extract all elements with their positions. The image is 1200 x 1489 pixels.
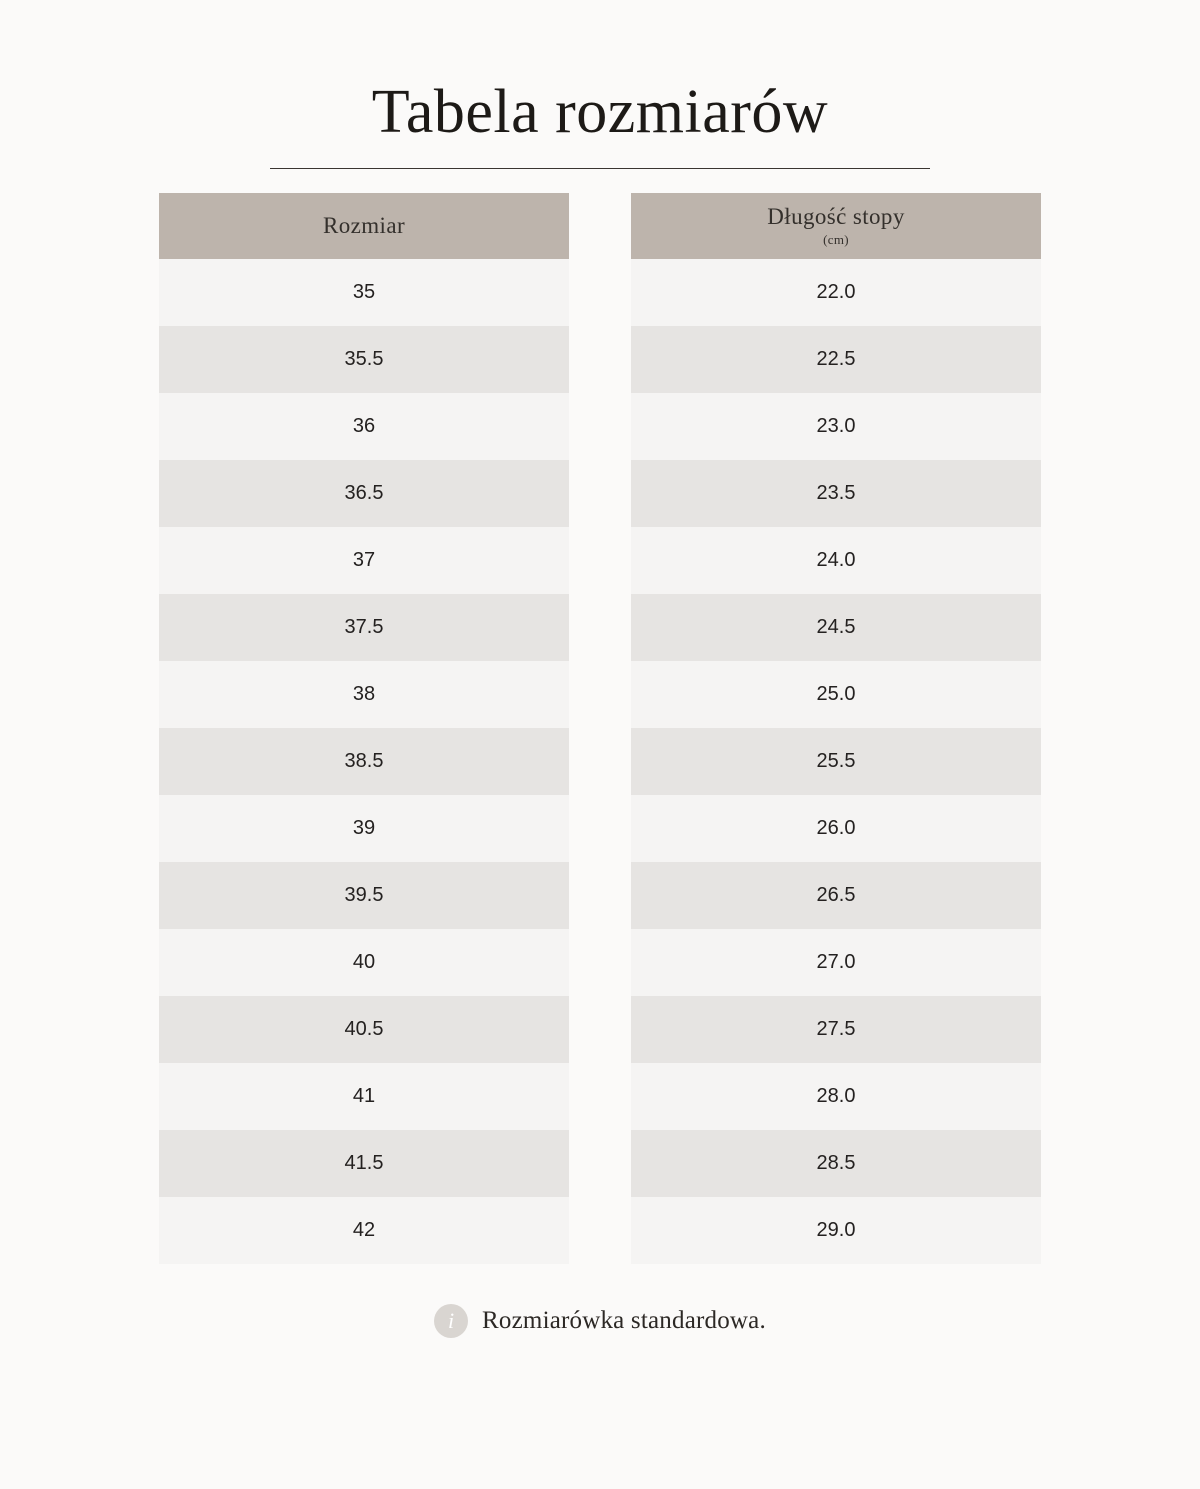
table-cell-size: 39 [159,795,569,862]
table-cell-length: 28.5 [631,1130,1041,1197]
table-cell-size: 36 [159,393,569,460]
table-cell-size: 37 [159,527,569,594]
length-column [631,193,1041,1264]
table-cell-length: 27.5 [631,996,1041,1063]
table-cell-size: 38.5 [159,728,569,795]
table-cell-size: 41 [159,1063,569,1130]
column-header-length-unit: (cm) [823,231,849,247]
table-cell-size: 39.5 [159,862,569,929]
table-cell-length: 26.0 [631,795,1041,862]
table-cell-size: 35 [159,259,569,326]
table-cell-length: 27.0 [631,929,1041,996]
table-cell-length: 26.5 [631,862,1041,929]
table-cell-length: 24.5 [631,594,1041,661]
size-table [0,193,1200,1264]
table-cell-length: 28.0 [631,1063,1041,1130]
table-cell-size: 36.5 [159,460,569,527]
column-header-size-label: Rozmiar [323,212,405,238]
table-cell-size: 41.5 [159,1130,569,1197]
table-cell-size: 40 [159,929,569,996]
footnote-text: Rozmiarówka standardowa. [482,1307,766,1335]
table-cell-length: 23.0 [631,393,1041,460]
table-cell-size: 42 [159,1197,569,1264]
title-divider [270,168,930,169]
table-cell-length: 25.0 [631,661,1041,728]
column-header-size [159,193,569,259]
table-cell-length: 22.5 [631,326,1041,393]
table-cell-length: 29.0 [631,1197,1041,1264]
footnote [0,1304,1200,1338]
table-cell-size: 37.5 [159,594,569,661]
column-header-length-label: Długość stopy [767,204,905,230]
table-cell-size: 35.5 [159,326,569,393]
size-column [159,193,569,1264]
table-cell-length: 23.5 [631,460,1041,527]
table-cell-length: 24.0 [631,527,1041,594]
table-cell-size: 40.5 [159,996,569,1063]
table-cell-length: 25.5 [631,728,1041,795]
table-cell-size: 38 [159,661,569,728]
column-header-length [631,193,1041,259]
info-icon: i [434,1304,468,1338]
table-cell-length: 22.0 [631,259,1041,326]
page-title: Tabela rozmiarów [371,78,829,146]
